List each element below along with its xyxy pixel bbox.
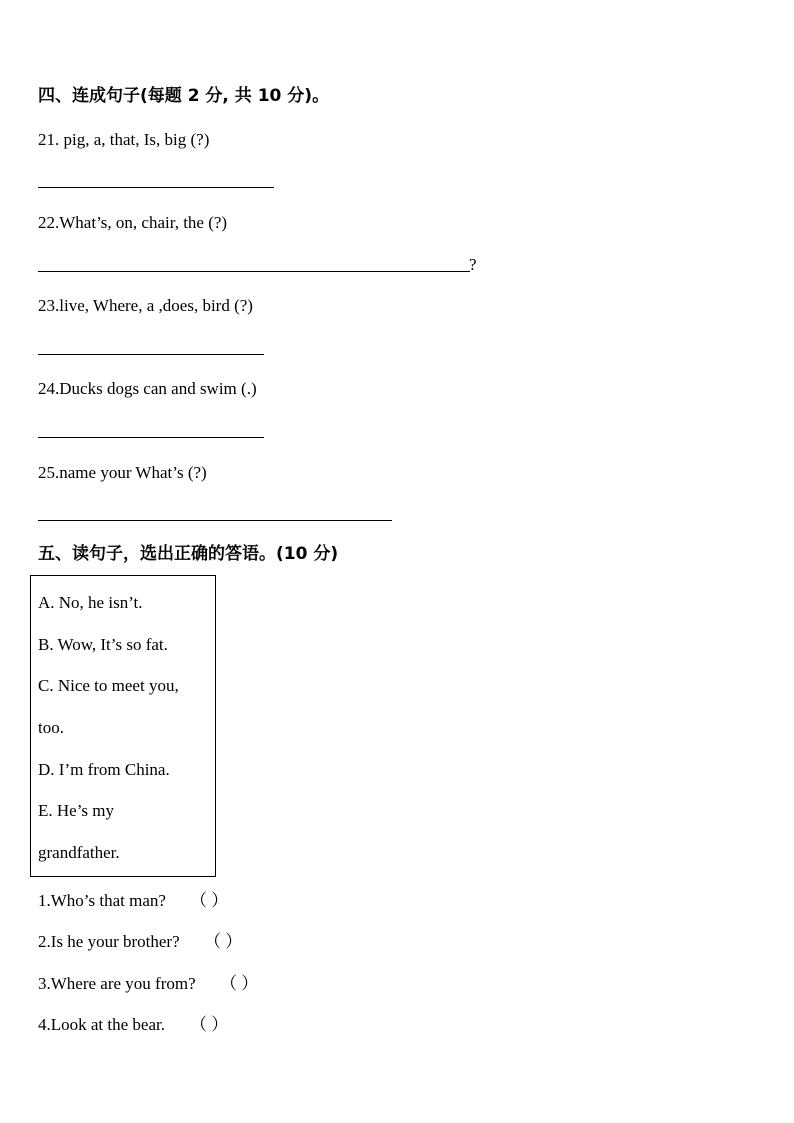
answer-line-23[interactable] [38,354,264,355]
answer-blank-5-1[interactable]: （ ） [190,891,229,910]
answer-line-24[interactable] [38,437,264,438]
option-d: D. I’m from China. [38,760,170,779]
question-5-2: 2.Is he your brother? [38,932,180,951]
section-5-heading: 五、读句子，选出正确的答语。(10 分) [38,544,339,564]
answer-blank-5-3[interactable]: （ ） [220,974,259,993]
answer-blank-5-2[interactable]: （ ） [204,932,243,951]
option-c: C. Nice to meet you, [38,676,179,695]
question-25: 25.name your What’s (?) [38,463,207,482]
option-e: E. He’s my [38,801,115,820]
section-4-heading: 四、连成句子(每题 2 分, 共 10 分)。 [38,86,330,106]
answer-line-25[interactable] [38,520,392,521]
option-a: A. No, he isn’t. [38,593,143,612]
option-c-continued: too. [38,718,64,737]
question-5-3: 3.Where are you from? [38,974,196,993]
question-24: 24.Ducks dogs can and swim (.) [38,379,257,398]
question-5-1: 1.Who’s that man? [38,891,166,910]
question-5-4: 4.Look at the bear. [38,1015,165,1034]
question-23: 23.live, Where, a ,does, bird (?) [38,296,253,315]
question-22: 22.What’s, on, chair, the (?) [38,213,228,232]
answer-line-22[interactable] [38,271,470,272]
answer-line-22-question-mark: ? [469,255,477,274]
answer-line-21[interactable] [38,187,274,188]
option-b: B. Wow, It’s so fat. [38,635,168,654]
option-e-continued: grandfather. [38,843,120,862]
question-21: 21. pig, a, that, Is, big (?) [38,130,210,149]
answer-blank-5-4[interactable]: （ ） [190,1015,229,1034]
